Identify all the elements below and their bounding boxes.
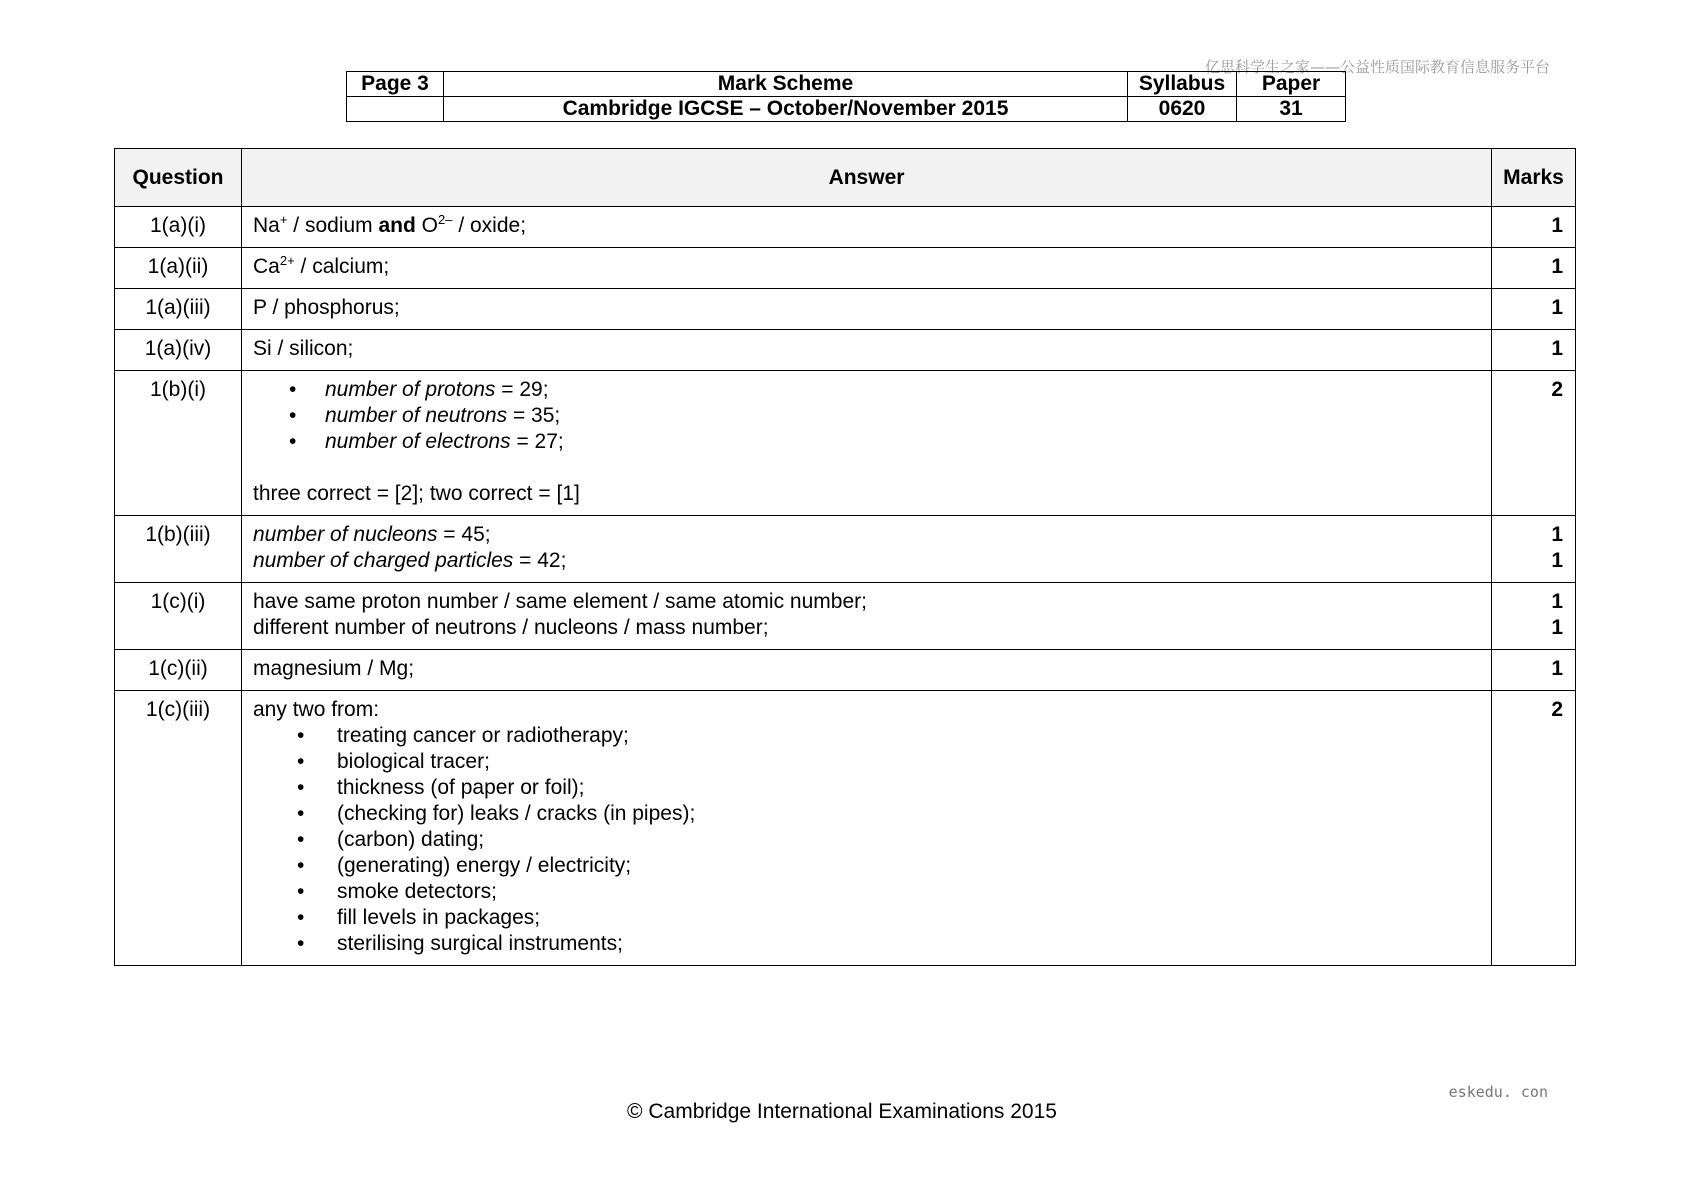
mark-value: 1 <box>1551 523 1563 546</box>
syllabus-value: 0620 <box>1128 97 1237 122</box>
answer-value: = 29; <box>495 378 549 401</box>
answer-cell <box>242 691 1492 966</box>
answer-value: = 35; <box>507 404 561 427</box>
answer-value: = 42; <box>513 549 567 572</box>
table-row <box>115 289 1576 330</box>
superscript: 2+ <box>279 253 295 268</box>
list-item-text: (carbon) dating; <box>337 828 485 851</box>
answer-cell <box>242 248 1492 289</box>
bullet-icon: • <box>297 932 305 955</box>
question-cell: 1(c)(ii) <box>115 650 242 691</box>
table-row <box>115 330 1576 371</box>
list-item <box>253 931 1491 957</box>
answer-cell: Si / silicon; <box>242 330 1492 371</box>
bullet-icon: • <box>297 906 305 929</box>
paper-label: Paper <box>1237 72 1346 97</box>
answer-label: number of neutrons <box>325 404 508 427</box>
question-cell: 1(a)(ii) <box>115 248 242 289</box>
table-row <box>115 691 1576 966</box>
bullet-list <box>253 377 1491 455</box>
table-row <box>115 248 1576 289</box>
answer-text: Na <box>253 214 280 237</box>
list-item <box>253 749 1491 775</box>
bullet-icon: • <box>297 880 305 903</box>
mark-value: 1 <box>1551 590 1563 613</box>
bullet-icon: • <box>297 802 305 825</box>
answer-cell <box>242 516 1492 583</box>
list-item <box>253 801 1491 827</box>
list-item-text: sterilising surgical instruments; <box>337 932 623 955</box>
question-header: Question <box>115 149 242 207</box>
question-cell: 1(c)(iii) <box>115 691 242 966</box>
question-cell: 1(b)(iii) <box>115 516 242 583</box>
answer-cell <box>242 207 1492 248</box>
answer-label: number of charged particles <box>253 549 514 572</box>
marks-cell: 1 <box>1492 330 1576 371</box>
table-row <box>115 650 1576 691</box>
marks-cell <box>1492 583 1576 650</box>
answer-value: = 45; <box>437 523 491 546</box>
answer-cell: P / phosphorus; <box>242 289 1492 330</box>
list-item-text: treating cancer or radiotherapy; <box>337 724 629 747</box>
list-item <box>253 775 1491 801</box>
marks-cell: 2 <box>1492 371 1576 516</box>
page-blank-cell <box>347 97 444 122</box>
bullet-icon: • <box>297 854 305 877</box>
answer-header: Answer <box>242 149 1492 207</box>
question-cell: 1(b)(i) <box>115 371 242 516</box>
bullet-list <box>253 723 1491 957</box>
marks-cell: 1 <box>1492 289 1576 330</box>
marks-cell: 1 <box>1492 207 1576 248</box>
superscript: + <box>279 212 288 227</box>
answer-line <box>253 548 1491 574</box>
header-table <box>346 71 1346 122</box>
answer-label: number of nucleons <box>253 523 438 546</box>
list-item <box>253 827 1491 853</box>
answer-text: Ca <box>253 255 280 278</box>
list-item-text: fill levels in packages; <box>337 906 541 929</box>
question-cell: 1(a)(i) <box>115 207 242 248</box>
answer-cell <box>242 371 1492 516</box>
site-watermark: eskedu. con <box>1448 1083 1548 1101</box>
syllabus-label: Syllabus <box>1128 72 1237 97</box>
question-cell: 1(a)(iv) <box>115 330 242 371</box>
bullet-icon: • <box>289 378 297 401</box>
table-row <box>115 516 1576 583</box>
list-item <box>253 429 1491 455</box>
list-item-text: thickness (of paper or foil); <box>337 776 585 799</box>
marks-cell <box>1492 516 1576 583</box>
question-cell: 1(c)(i) <box>115 583 242 650</box>
answer-text: / calcium; <box>294 255 390 278</box>
mark-scheme-table <box>114 148 1576 966</box>
list-item-text: smoke detectors; <box>337 880 497 903</box>
header-subtitle: Cambridge IGCSE – October/November 2015 <box>444 97 1128 122</box>
list-item <box>253 905 1491 931</box>
list-item <box>253 377 1491 403</box>
marks-cell: 1 <box>1492 650 1576 691</box>
list-item <box>253 853 1491 879</box>
answer-line: different number of neutrons / nucleons / mass number; <box>253 616 769 639</box>
marks-cell: 2 <box>1492 691 1576 966</box>
watermark-text: 亿思科学生之家——公益性质国际教育信息服务平台 <box>1204 58 1550 76</box>
list-item-text: (generating) energy / electricity; <box>337 854 632 877</box>
table-row <box>115 583 1576 650</box>
header-title: Mark Scheme <box>444 72 1128 97</box>
answer-value: = 27; <box>510 430 564 453</box>
answer-cell <box>242 583 1492 650</box>
list-item-text: (checking for) leaks / cracks (in pipes); <box>337 802 696 825</box>
answer-text: / oxide; <box>452 214 527 237</box>
answer-line: have same proton number / same element / same atomic number; <box>253 590 867 613</box>
copyright-footer: © Cambridge International Examinations 2015 <box>627 1100 1057 1123</box>
marks-cell: 1 <box>1492 248 1576 289</box>
list-item <box>253 879 1491 905</box>
bullet-icon: • <box>297 724 305 747</box>
list-item <box>253 403 1491 429</box>
answer-label: number of protons <box>325 378 496 401</box>
list-item <box>253 723 1491 749</box>
answer-text: O <box>415 214 439 237</box>
answer-intro: any two from: <box>253 698 380 721</box>
bullet-icon: • <box>297 828 305 851</box>
answer-text-bold: and <box>378 214 416 237</box>
table-header-row <box>115 149 1576 207</box>
answer-cell: magnesium / Mg; <box>242 650 1492 691</box>
paper-value: 31 <box>1237 97 1346 122</box>
superscript: 2– <box>438 212 453 227</box>
page-label: Page 3 <box>347 72 444 97</box>
bullet-icon: • <box>297 776 305 799</box>
bullet-icon: • <box>289 430 297 453</box>
mark-value: 1 <box>1551 549 1563 572</box>
answer-label: number of electrons <box>325 430 511 453</box>
answer-text: / sodium <box>287 214 379 237</box>
bullet-icon: • <box>289 404 297 427</box>
list-item-text: biological tracer; <box>337 750 490 773</box>
marks-header: Marks <box>1492 149 1576 207</box>
marking-note: three correct = [2]; two correct = [1] <box>253 482 580 505</box>
table-row <box>115 371 1576 516</box>
table-row <box>115 207 1576 248</box>
question-cell: 1(a)(iii) <box>115 289 242 330</box>
answer-line <box>253 522 1491 548</box>
bullet-icon: • <box>297 750 305 773</box>
mark-value: 1 <box>1551 616 1563 639</box>
